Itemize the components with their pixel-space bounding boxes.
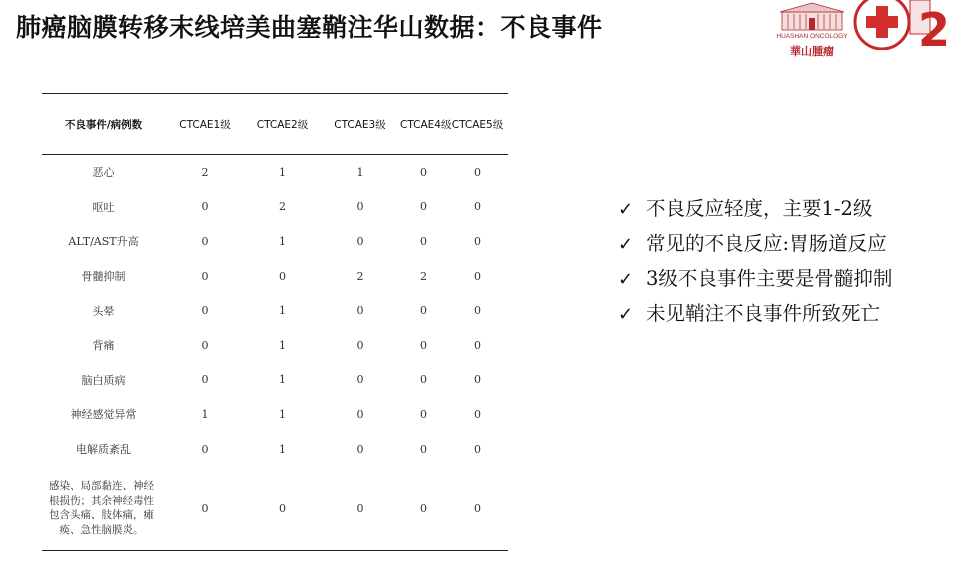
table-row bbox=[42, 363, 508, 398]
grade3-count: 0 bbox=[356, 442, 364, 456]
grade1-count: 0 bbox=[201, 442, 209, 456]
grade2-count: 1 bbox=[279, 373, 286, 387]
table-row bbox=[42, 397, 508, 432]
grade2-count: 0 bbox=[279, 269, 286, 283]
grade5-count: 0 bbox=[474, 442, 481, 456]
grade2-count: 1 bbox=[279, 304, 286, 318]
grade4-count: 0 bbox=[420, 165, 427, 179]
grade3-count: 0 bbox=[356, 338, 364, 352]
table-row bbox=[42, 466, 508, 551]
table-row bbox=[42, 190, 508, 225]
table-row bbox=[42, 155, 508, 190]
list-item bbox=[618, 296, 892, 331]
event-name: 骨髓抑制 bbox=[81, 270, 126, 284]
event-name: 恶心 bbox=[92, 166, 115, 180]
event-name: ALT/AST升高 bbox=[68, 235, 139, 249]
header-grade1: CTCAE1级 bbox=[179, 118, 231, 131]
adverse-events-table bbox=[42, 93, 508, 551]
event-name: 呕吐 bbox=[92, 200, 115, 214]
event-name: 神经感觉异常 bbox=[70, 408, 137, 422]
table-row bbox=[42, 432, 508, 467]
grade5-count: 0 bbox=[474, 407, 481, 421]
grade1-count: 0 bbox=[201, 269, 209, 283]
table-row bbox=[42, 328, 508, 363]
grade3-count: 0 bbox=[356, 200, 364, 214]
event-name: 感染、局部黏连、神经根损伤；其余神经毒性包含头痛、肢体痛，瘫痪、急性脑膜炎。 bbox=[49, 480, 154, 536]
grade1-count: 0 bbox=[201, 304, 209, 318]
grade2-count: 1 bbox=[279, 338, 286, 352]
huashan-oncology-logo bbox=[776, 2, 848, 56]
table-row bbox=[42, 293, 508, 328]
header-grade3: CTCAE3级 bbox=[334, 118, 386, 131]
header-grade2: CTCAE2级 bbox=[256, 118, 309, 131]
finding-text: 常见的不良反应:胃肠道反应 bbox=[646, 232, 887, 255]
grade5-count: 0 bbox=[474, 338, 481, 352]
grade1-count: 1 bbox=[201, 407, 209, 421]
grade4-count: 0 bbox=[420, 373, 427, 387]
grade3-count: 0 bbox=[356, 407, 364, 421]
anniversary-seal-logo bbox=[852, 0, 956, 50]
grade5-count: 0 bbox=[474, 373, 481, 387]
grade5-count: 0 bbox=[474, 269, 481, 283]
event-name: 电解质紊乱 bbox=[76, 443, 131, 457]
grade4-count: 0 bbox=[420, 407, 427, 421]
table-header-row bbox=[42, 94, 508, 155]
grade1-count: 2 bbox=[201, 165, 209, 179]
grade4-count: 0 bbox=[420, 304, 427, 318]
grade4-count: 0 bbox=[420, 442, 427, 456]
grade3-count: 0 bbox=[356, 373, 364, 387]
grade5-count: 0 bbox=[474, 234, 481, 248]
grade5-count: 0 bbox=[474, 200, 481, 214]
grade5-count: 0 bbox=[474, 165, 481, 179]
grade2-count: 1 bbox=[279, 407, 286, 421]
checkmark-icon: ✓ bbox=[618, 234, 634, 255]
grade3-count: 2 bbox=[356, 269, 364, 283]
grade4-count: 0 bbox=[420, 200, 427, 214]
checkmark-icon: ✓ bbox=[618, 304, 634, 325]
list-item bbox=[618, 226, 892, 261]
grade2-count: 1 bbox=[279, 234, 286, 248]
grade1-count: 0 bbox=[201, 234, 209, 248]
event-name: 背痛 bbox=[92, 339, 115, 353]
list-item bbox=[618, 191, 892, 226]
grade2-count: 0 bbox=[279, 501, 286, 515]
svg-text:2: 2 bbox=[918, 3, 951, 50]
grade1-count: 0 bbox=[201, 373, 209, 387]
grade4-count: 0 bbox=[420, 338, 427, 352]
grade1-count: 0 bbox=[201, 501, 209, 515]
header-grade4: CTCAE4级 bbox=[400, 118, 452, 131]
grade3-count: 0 bbox=[356, 304, 364, 318]
key-findings-list bbox=[618, 191, 892, 331]
header-event: 不良事件/病例数 bbox=[64, 118, 143, 131]
grade3-count: 1 bbox=[356, 165, 364, 179]
event-name: 头晕 bbox=[92, 304, 115, 318]
grade1-count: 0 bbox=[201, 338, 209, 352]
grade5-count: 0 bbox=[474, 304, 481, 318]
checkmark-icon: ✓ bbox=[618, 199, 634, 220]
checkmark-icon: ✓ bbox=[618, 269, 634, 290]
slide-title: 肺癌脑膜转移末线培美曲塞鞘注华山数据：不良事件 bbox=[16, 13, 603, 42]
finding-text: 3级不良事件主要是骨髓抑制 bbox=[646, 267, 893, 290]
finding-text: 不良反应轻度，主要1-2级 bbox=[646, 197, 873, 220]
hospital-building-icon bbox=[776, 2, 848, 32]
list-item bbox=[618, 261, 892, 296]
event-name: 脑白质病 bbox=[81, 373, 126, 387]
logo-english-text: HUASHAN ONCOLOGY bbox=[776, 33, 848, 40]
grade4-count: 0 bbox=[420, 234, 427, 248]
grade5-count: 0 bbox=[474, 501, 481, 515]
grade4-count: 0 bbox=[420, 501, 427, 515]
table-row bbox=[42, 224, 508, 259]
finding-text: 未见鞘注不良事件所致死亡 bbox=[646, 302, 881, 325]
grade2-count: 1 bbox=[279, 165, 286, 179]
table-row bbox=[42, 259, 508, 294]
grade2-count: 1 bbox=[279, 442, 286, 456]
logo-chinese-text: 華山腫瘤 bbox=[790, 45, 834, 58]
grade3-count: 0 bbox=[356, 501, 364, 515]
header-grade5: CTCAE5级 bbox=[451, 118, 504, 131]
grade2-count: 2 bbox=[279, 200, 286, 214]
grade1-count: 0 bbox=[201, 200, 209, 214]
grade4-count: 2 bbox=[420, 269, 427, 283]
grade3-count: 0 bbox=[356, 234, 364, 248]
